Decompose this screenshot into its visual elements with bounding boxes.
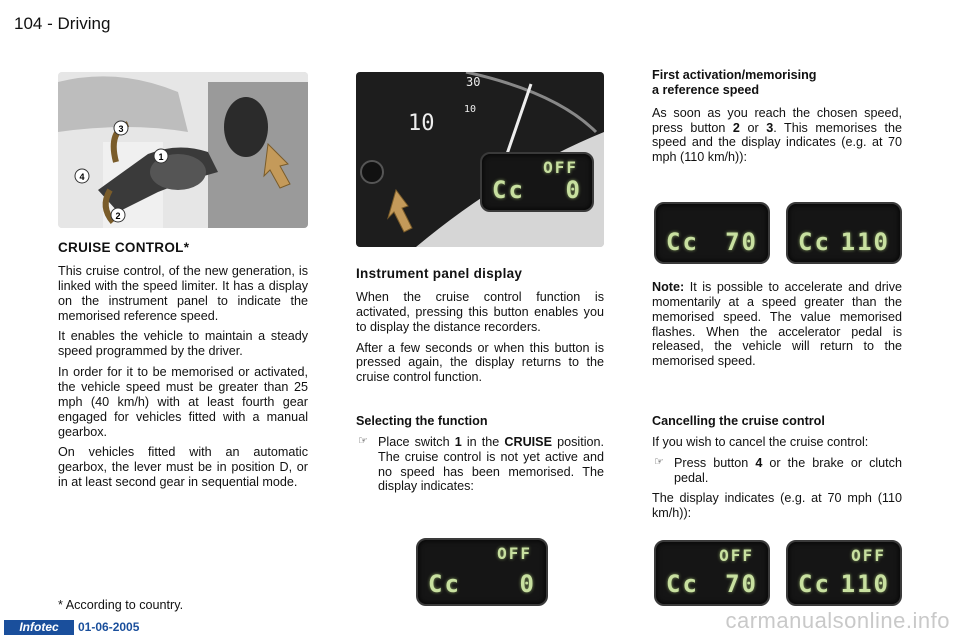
left-paragraph-1: This cruise control, of the new generation, is linked with the speed limiter. It has a display on the instrument panel to indicate the memorised reference speed. bbox=[58, 263, 308, 323]
cancel-heading: Cancelling the cruise control bbox=[652, 414, 825, 428]
lcd-off-text: OFF bbox=[543, 158, 578, 177]
section-title: Driving bbox=[57, 14, 111, 33]
lcd-off-text: OFF bbox=[719, 546, 754, 565]
note-text: It is possible to accelerate and drive momentarily at a speed greater than the memorised speed. The value memorised flashes. When the accelerator pedal is released, the vehicle will return to the memorised speed. bbox=[652, 280, 902, 369]
cancel-block bbox=[652, 414, 902, 527]
page-header bbox=[14, 14, 110, 34]
footer-date: 01-06-2005 bbox=[78, 620, 140, 634]
p1-post: . This memorises the speed and the display indicates (e.g. at 70 mph (110 km/h)): bbox=[652, 120, 902, 165]
hand-pointer-icon: ☞ bbox=[654, 455, 664, 468]
header-separator: - bbox=[47, 14, 53, 33]
lcd-cc-text: Cc bbox=[798, 570, 831, 598]
selecting-bullet bbox=[356, 435, 604, 494]
note-block bbox=[652, 280, 902, 375]
lcd-off-text: OFF bbox=[851, 546, 886, 565]
mem110-lcd-display bbox=[786, 202, 902, 264]
page-number: 104 bbox=[14, 14, 43, 33]
cancel-paragraph-2: The display indicates (e.g. at 70 mph (110 km/h)): bbox=[652, 491, 902, 521]
left-paragraph-2: It enables the vehicle to maintain a steady speed programmed by the driver. bbox=[58, 329, 308, 359]
cruise-position-label: CRUISE bbox=[504, 434, 552, 449]
dash-lcd-display bbox=[480, 152, 594, 212]
gauge-label-10: 10 bbox=[408, 111, 435, 136]
button-4-label: 4 bbox=[755, 455, 763, 470]
middle-paragraph-1: When the cruise control function is activated, pressing this button enables you to display the distance recorders. bbox=[356, 289, 604, 334]
selecting-heading: Selecting the function bbox=[356, 414, 488, 428]
stalk-label-3: 3 bbox=[118, 124, 124, 134]
lcd-cc-text: Cc bbox=[666, 228, 699, 256]
gauge-label-10-small: 10 bbox=[464, 104, 477, 115]
lcd-cc-text: Cc bbox=[798, 228, 831, 256]
lcd-speed-value: 110 bbox=[840, 228, 890, 256]
lcd-speed-value: 0 bbox=[519, 570, 536, 598]
gauge-label-30: 30 bbox=[466, 75, 481, 89]
cruise-stalk-photo bbox=[58, 72, 308, 228]
cancel-bullet bbox=[652, 456, 902, 486]
mem70-lcd-display bbox=[654, 202, 770, 264]
left-paragraph-3: In order for it to be memorised or activated, the vehicle speed must be greater than 25 mph (40 km/h) with at least fourth gear engaged for vehicles fitted with a manual gearbox. bbox=[58, 365, 308, 439]
heading-line-2: a reference speed bbox=[652, 82, 760, 97]
stalk-label-4: 4 bbox=[79, 172, 85, 182]
cancel110-lcd-display bbox=[786, 540, 902, 606]
cancel-bullet-post: or the brake or clutch pedal. bbox=[674, 455, 902, 485]
cancel-paragraph-1: If you wish to cancel the cruise control: bbox=[652, 434, 869, 449]
note-label: Note: bbox=[652, 280, 685, 294]
p1-mid: or bbox=[739, 120, 767, 135]
instrument-panel-photo bbox=[356, 72, 604, 247]
select-lcd-display bbox=[416, 538, 548, 606]
instrument-panel-heading: Instrument panel display bbox=[356, 266, 523, 281]
lcd-speed-value: 70 bbox=[725, 570, 758, 598]
lcd-off-text: OFF bbox=[497, 544, 532, 563]
lcd-cc-text: Cc bbox=[492, 176, 525, 204]
first-activation-text bbox=[652, 106, 902, 165]
heading-line-1: First activation/memorising bbox=[652, 68, 817, 82]
switch-number: 1 bbox=[454, 434, 462, 449]
bullet-text-post: position. The cruise control is not yet active and no speed has been memorised. The display indicates: bbox=[378, 434, 605, 494]
middle-paragraph-2: After a few seconds or when this button is pressed again, the display returns to the cruise control function. bbox=[356, 340, 604, 385]
note-paragraph bbox=[652, 280, 902, 369]
watermark: carmanualsonline.info bbox=[725, 608, 950, 633]
stalk-illustration bbox=[58, 72, 308, 228]
lcd-cc-text: Cc bbox=[666, 570, 699, 598]
lcd-speed-value: 70 bbox=[725, 228, 758, 256]
bullet-text-mid: in the bbox=[461, 434, 505, 449]
bullet-text: Place switch bbox=[378, 434, 455, 449]
lcd-cc-text: Cc bbox=[428, 570, 461, 598]
cancel70-lcd-display bbox=[654, 540, 770, 606]
stalk-label-2: 2 bbox=[115, 211, 121, 221]
lcd-speed-value: 0 bbox=[565, 176, 582, 204]
footnote: * According to country. bbox=[58, 598, 184, 612]
button-3-label: 3 bbox=[766, 120, 774, 135]
right-column-top bbox=[652, 68, 902, 171]
stalk-label-1: 1 bbox=[158, 152, 164, 162]
hand-pointer-icon: ☞ bbox=[358, 434, 368, 447]
infotec-logo: Infotec bbox=[4, 620, 74, 635]
button-2-label: 2 bbox=[732, 120, 740, 135]
left-paragraph-4: On vehicles fitted with an automatic gearbox, the lever must be in position D, or in at least second gear in sequential mode. bbox=[58, 445, 308, 490]
selecting-section bbox=[356, 414, 604, 500]
p1-pre: As soon as you reach the chosen speed, press button bbox=[652, 105, 902, 135]
first-activation-heading bbox=[652, 68, 902, 98]
lcd-speed-value: 110 bbox=[840, 570, 890, 598]
left-column bbox=[58, 240, 308, 496]
middle-column bbox=[356, 266, 604, 391]
cancel-bullet-pre: Press button bbox=[674, 455, 756, 470]
display-button-icon bbox=[361, 161, 383, 183]
cruise-control-heading: CRUISE CONTROL* bbox=[58, 240, 190, 255]
